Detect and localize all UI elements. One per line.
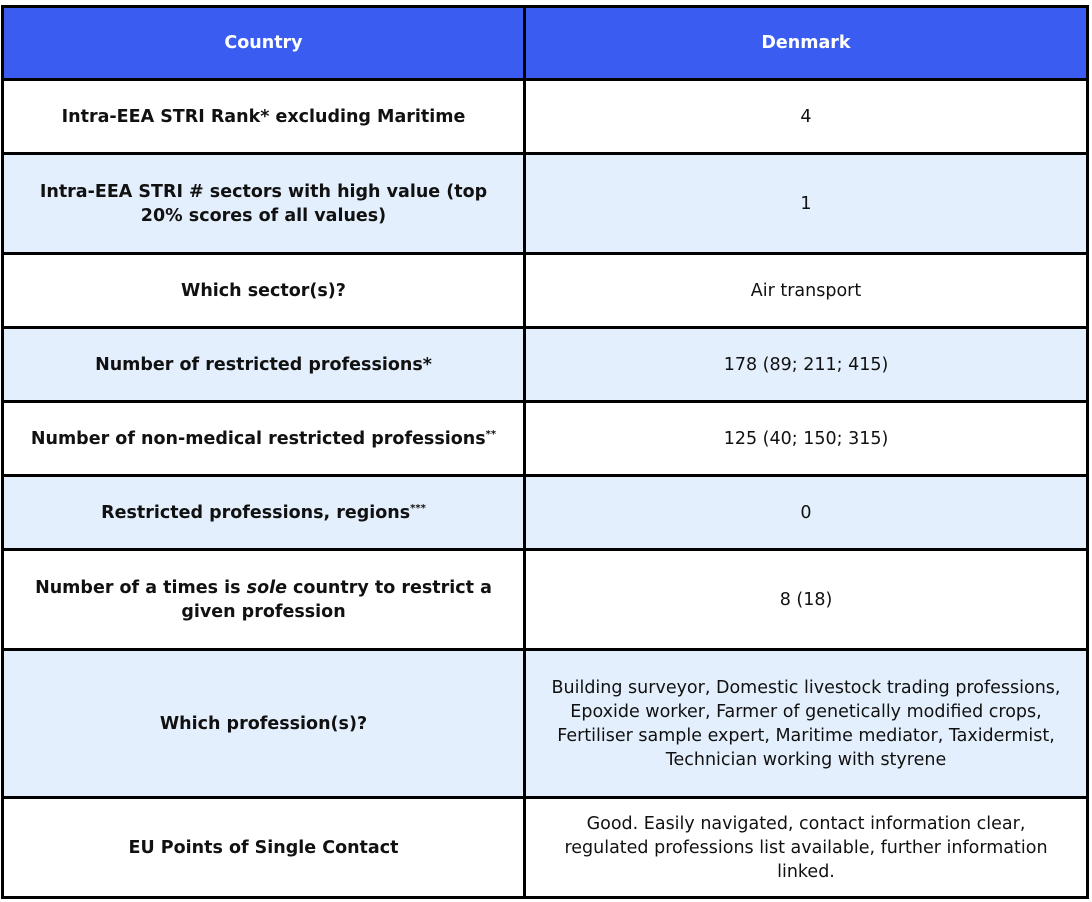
row-value: 0 <box>525 476 1088 550</box>
footnote-marker: ** <box>485 428 497 440</box>
row-value: 125 (40; 150; 315) <box>525 402 1088 476</box>
row-value: Good. Easily navigated, contact information clear, regulated professions list available, further information linked. <box>525 798 1088 898</box>
row-label: Which sector(s)? <box>3 254 525 328</box>
table-row <box>3 476 1088 550</box>
footnote-marker: *** <box>410 502 426 514</box>
table-row <box>3 80 1088 154</box>
table-row <box>3 402 1088 476</box>
table-row <box>3 254 1088 328</box>
row-value: 178 (89; 211; 415) <box>525 328 1088 402</box>
header-denmark: Denmark <box>525 7 1088 80</box>
row-value: Air transport <box>525 254 1088 328</box>
row-value: 1 <box>525 154 1088 254</box>
table-row <box>3 328 1088 402</box>
table-row <box>3 798 1088 898</box>
row-label-post: country to restrict a given profession <box>181 577 492 622</box>
table-header-row <box>3 7 1088 80</box>
row-value: 8 (18) <box>525 550 1088 650</box>
row-label: Intra-EEA STRI Rank* excluding Maritime <box>3 80 525 154</box>
row-label <box>3 402 525 476</box>
row-label <box>3 550 525 650</box>
row-label-emphasis: sole <box>246 577 287 598</box>
row-label: Intra-EEA STRI # sectors with high value (top 20% scores of all values) <box>3 154 525 254</box>
row-value: Building surveyor, Domestic livestock trading professions, Epoxide worker, Farmer of genetically modified crops, Fertiliser sample expert, Maritime mediator, Taxidermist, Technician working with styrene <box>525 650 1088 798</box>
row-label-text: Number of non-medical restricted professions <box>30 428 486 449</box>
row-label: EU Points of Single Contact <box>3 798 525 898</box>
row-label-pre: Number of a times is <box>35 577 247 598</box>
table-row <box>3 650 1088 798</box>
table-row <box>3 154 1088 254</box>
country-comparison-table <box>1 5 1089 899</box>
row-label: Which profession(s)? <box>3 650 525 798</box>
row-label: Number of restricted professions* <box>3 328 525 402</box>
table-row <box>3 550 1088 650</box>
row-label <box>3 476 525 550</box>
header-country: Country <box>3 7 525 80</box>
row-label-text: Restricted professions, regions <box>101 502 411 523</box>
row-value: 4 <box>525 80 1088 154</box>
